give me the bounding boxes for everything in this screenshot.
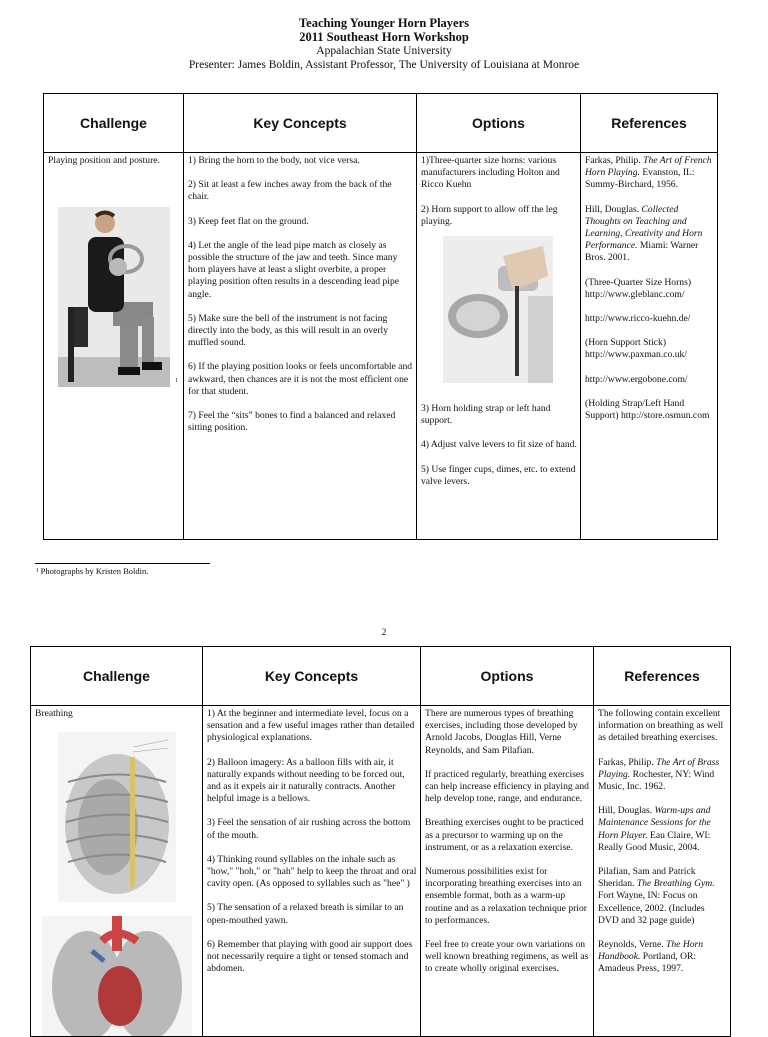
column-header-key-concepts: Key Concepts bbox=[203, 647, 421, 706]
concept-item: 4) Thinking round syllables on the inhale such as "how," "hoh," or "hah" help to keep the throat and oral cavity open. (As opposed to syllables such as "hee" ) bbox=[207, 853, 417, 890]
challenge-cell bbox=[31, 706, 203, 1037]
option-item: If practiced regularly, breathing exercises can help increase efficiency in playing and help develop tone, range, and endurance. bbox=[425, 768, 589, 805]
presenter-line: Presenter: James Boldin, Assistant Professor, The University of Louisiana at Monroe bbox=[188, 59, 580, 71]
footnote-marker: 1 bbox=[175, 378, 178, 384]
column-header-key-concepts: Key Concepts bbox=[184, 94, 417, 153]
concept-item: 1) Bring the horn to the body, not vice versa. bbox=[188, 155, 360, 166]
document-title: Teaching Younger Horn Players bbox=[298, 16, 470, 30]
lungs-anatomy-illustration bbox=[42, 916, 192, 1036]
reference-item: Hill, Douglas. Collected Thoughts on Teaching and Learning, Creativity and Horn Performance. Miami: Warner Bros. 2001. bbox=[585, 203, 703, 264]
references-cell bbox=[581, 153, 718, 540]
column-header-challenge: Challenge bbox=[44, 94, 184, 153]
option-item: Breathing exercises ought to be practiced as a precursor to warming up on the instrument, or as a relaxation exercise. bbox=[425, 817, 584, 853]
concept-item: 3) Keep feet flat on the ground. bbox=[188, 215, 309, 227]
option-item: There are numerous types of breathing exercises, including those developed by Arnold Jacobs, Douglas Hill, Verne Reynolds, and Sam Pilafian. bbox=[425, 708, 578, 756]
document-subtitle: 2011 Southeast Horn Workshop bbox=[299, 30, 469, 44]
university-line: Appalachian State University bbox=[316, 45, 452, 57]
reference-item: Farkas, Philip. The Art of French Horn Playing. Evanston, IL: Summy-Birchard, 1956. bbox=[585, 155, 712, 191]
option-item: Numerous possibilities exist for incorporating breathing exercises into an ensemble format, both as a warm-up routine and as a relaxation technique prior to performances. bbox=[425, 866, 587, 926]
document-header bbox=[0, 16, 768, 72]
ribcage-anatomy-illustration bbox=[58, 732, 176, 902]
concept-item: 7) Feel the “sits” bones to find a balanced and relaxed sitting position. bbox=[188, 410, 396, 434]
option-item: 2) Horn support to allow off the leg playing. bbox=[421, 203, 558, 227]
column-header-references: References bbox=[594, 647, 731, 706]
table-playing-position bbox=[43, 93, 718, 540]
concept-item: 3) Feel the sensation of air rushing across the bottom of the mouth. bbox=[207, 817, 411, 841]
concept-item: 5) Make sure the bell of the instrument is not facing directly into the body, as this will result in an overly muffled sound. bbox=[188, 312, 389, 349]
horn-player-photo bbox=[58, 207, 170, 387]
reference-intro: The following contain excellent information on breathing as well as detailed breathing exercises. bbox=[598, 708, 724, 744]
column-header-challenge: Challenge bbox=[31, 647, 203, 706]
table-header-row bbox=[44, 94, 718, 153]
footnote-text: ¹ Photographs by Kristen Boldin. bbox=[36, 566, 149, 576]
page-number: 2 bbox=[381, 628, 387, 638]
reference-link[interactable]: http://www.ergobone.com/ bbox=[585, 373, 688, 385]
references-cell bbox=[594, 706, 731, 1037]
table-breathing bbox=[30, 646, 731, 1037]
key-concepts-cell bbox=[184, 153, 417, 540]
options-cell bbox=[417, 153, 581, 540]
concept-item: 4) Let the angle of the lead pipe match as closely as possible the structure of the jaw and teeth. Since many horn players have at least a slight overbite, a proper playing position often results in a descending lead pipe angle. bbox=[188, 239, 400, 300]
table-row bbox=[31, 706, 731, 1037]
concept-item: 1) At the beginner and intermediate level, focus on a sensation and a few useful images rather than detailed physiological explanations. bbox=[207, 708, 415, 744]
reference-item: Reynolds, Verne. The Horn Handbook. Portland, OR: Amadeus Press, 1997. bbox=[598, 939, 704, 975]
options-cell bbox=[421, 706, 594, 1037]
option-item: 4) Adjust valve levers to fit size of hand. bbox=[421, 439, 577, 451]
footnote-divider bbox=[35, 563, 210, 564]
reference-link[interactable]: (Three-Quarter Size Horns) http://www.gleblanc.com/ bbox=[585, 276, 692, 300]
column-header-options: Options bbox=[417, 94, 581, 153]
horn-support-photo bbox=[443, 236, 553, 383]
table-header-row bbox=[31, 647, 731, 706]
option-item: 3) Horn holding strap or left hand support. bbox=[421, 403, 551, 427]
option-item: 5) Use finger cups, dimes, etc. to extend valve levers. bbox=[421, 463, 576, 487]
option-item: Feel free to create your own variations on well known breathing regimens, as well as to create wholly original exercises. bbox=[425, 939, 589, 975]
challenge-label: Breathing bbox=[35, 708, 73, 719]
column-header-options: Options bbox=[421, 647, 594, 706]
option-item: 1)Three-quarter size horns: various manufacturers including Holton and Ricco Kuehn bbox=[421, 155, 560, 191]
challenge-cell bbox=[44, 153, 184, 540]
key-concepts-cell bbox=[203, 706, 421, 1037]
concept-item: 5) The sensation of a relaxed breath is similar to an open-mouthed yawn. bbox=[207, 902, 404, 926]
reference-link[interactable]: http://www.ricco-kuehn.de/ bbox=[585, 313, 691, 325]
reference-item: Farkas, Philip. The Art of Brass Playing. Rochester, NY: Wind Music, Inc. 1962. bbox=[598, 756, 720, 793]
table-row bbox=[44, 153, 718, 540]
reference-link[interactable]: (Holding Strap/Left Hand Support) http://store.osmun.com bbox=[585, 397, 710, 422]
challenge-label: Playing position and posture. bbox=[48, 155, 160, 166]
reference-item: Hill, Douglas. Warm-ups and Maintenance Sessions for the Horn Player. Eau Claire, WI: Really Good Music, 2004. bbox=[598, 805, 711, 853]
concept-item: 6) If the playing position looks or feels uncomfortable and awkward, then chances are it is not the most efficient one for that student. bbox=[188, 361, 413, 397]
reference-item: Pilafian, Sam and Patrick Sheridan. The Breathing Gym. Fort Wayne, IN: Focus on Excellence, 2002. (Includes DVD and 32 page guide) bbox=[598, 866, 715, 926]
column-header-references: References bbox=[581, 94, 718, 153]
concept-item: 2) Balloon imagery: As a balloon fills with air, it naturally expands without needing to be forced out, and as it expels air it naturally contracts. Another helpful image is a bellows. bbox=[207, 756, 405, 805]
concept-item: 2) Sit at least a few inches away from the back of the chair. bbox=[188, 179, 392, 203]
concept-item: 6) Remember that playing with good air support does not necessarily require a tight or tensed stomach and abdomen. bbox=[207, 938, 413, 975]
reference-link[interactable]: (Horn Support Stick) http://www.paxman.co.uk/ bbox=[585, 337, 687, 361]
